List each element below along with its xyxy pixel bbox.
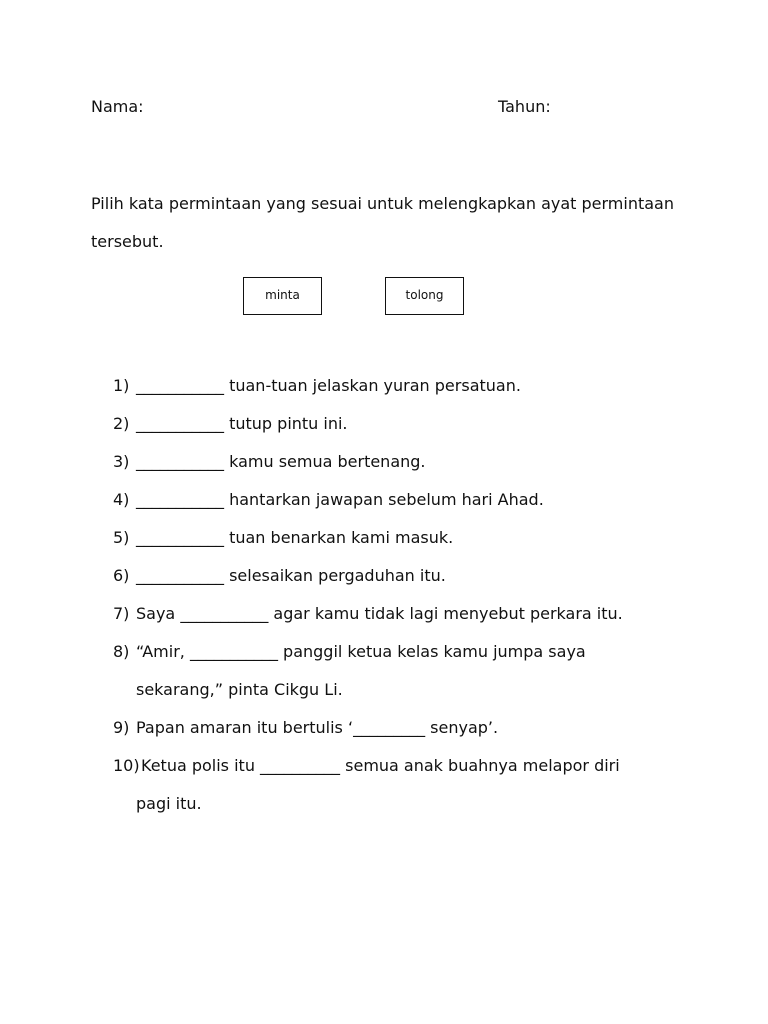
question-text: “Amir, ___________ panggil ketua kelas kamu jumpa saya [136,642,586,661]
question-number: 2) [113,414,130,433]
question-text: ___________ selesaikan pergaduhan itu. [136,566,446,585]
name-label: Nama: [91,97,144,116]
instruction-line-1: Pilih kata permintaan yang sesuai untuk melengkapkan ayat permintaan [91,194,674,213]
question-text: Ketua polis itu __________ semua anak buahnya melapor diri [141,756,620,775]
question-text: ___________ kamu semua bertenang. [136,452,426,471]
question-number: 5) [113,528,130,547]
word-box-tolong: tolong [385,277,464,315]
question-text: Saya ___________ agar kamu tidak lagi menyebut perkara itu. [136,604,623,623]
question-text: sekarang,” pinta Cikgu Li. [136,680,343,699]
question-text: Papan amaran itu bertulis ‘_________ senyap’. [136,718,499,737]
question-number: 1) [113,376,130,395]
question-text: ___________ tuan-tuan jelaskan yuran persatuan. [136,376,521,395]
question-number: 3) [113,452,130,471]
question-text: ___________ tutup pintu ini. [136,414,348,433]
instruction-line-2: tersebut. [91,232,164,251]
word-box-minta: minta [243,277,322,315]
question-number: 4) [113,490,130,509]
question-number: 10) [113,756,140,775]
question-number: 6) [113,566,130,585]
year-label: Tahun: [498,97,551,116]
question-text: pagi itu. [136,794,202,813]
question-number: 8) [113,642,130,661]
question-text: ___________ tuan benarkan kami masuk. [136,528,454,547]
question-number: 7) [113,604,130,623]
question-number: 9) [113,718,130,737]
question-text: ___________ hantarkan jawapan sebelum hari Ahad. [136,490,544,509]
